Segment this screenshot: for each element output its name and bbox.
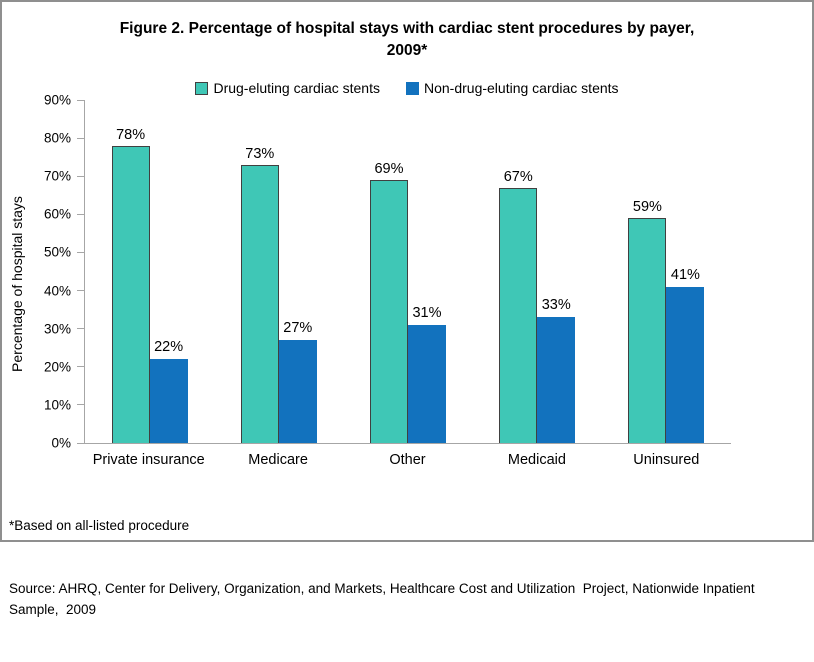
bar-value-label: 41% <box>670 266 700 283</box>
legend-swatch-blue <box>406 82 419 95</box>
y-tick-label: 70% <box>43 168 71 184</box>
bar-group-medicaid <box>473 100 602 443</box>
footnote-source: Source: AHRQ, Center for Delivery, Organization, and Markets, Healthcare Cost and Utilization Project, Nationwide Inpatient Sample, 2009 <box>9 581 759 617</box>
bar-value-label: 67% <box>503 168 533 185</box>
y-tick-label: 60% <box>43 206 71 222</box>
bar-value-label: 27% <box>283 320 313 337</box>
legend <box>2 80 812 96</box>
y-tick-label: 90% <box>43 92 71 108</box>
y-tick-mark <box>77 328 84 329</box>
bar-value-label: 69% <box>374 161 404 178</box>
x-label-uninsured: Uninsured <box>633 452 700 468</box>
bar-drug-eluting <box>241 145 279 443</box>
y-tick-mark <box>77 100 84 101</box>
y-tick-mark <box>77 138 84 139</box>
chart-area <box>2 92 812 468</box>
chart-title-line2: 2009* <box>386 42 428 59</box>
bar-non-drug-eluting <box>150 339 188 443</box>
bar-non-drug-eluting <box>537 297 575 443</box>
y-tick-mark <box>77 404 84 405</box>
bar-drug-eluting <box>370 161 408 443</box>
x-label-other: Other <box>389 452 426 468</box>
legend-swatch-teal <box>195 82 208 95</box>
y-tick-label: 40% <box>43 283 71 299</box>
bar-value-label: 59% <box>632 199 662 216</box>
y-tick-label: 80% <box>43 130 71 146</box>
bar-drug-eluting <box>628 199 666 443</box>
y-tick-label: 50% <box>43 244 71 260</box>
legend-label: Drug-eluting cardiac stents <box>213 80 380 96</box>
plot-area <box>84 100 731 444</box>
x-label-private-insurance: Private insurance <box>92 452 205 468</box>
bar-group-medicare <box>214 100 343 443</box>
bar-value-label: 31% <box>412 304 442 321</box>
footnote-asterisk: *Based on all-listed procedure <box>9 518 190 533</box>
bar-group-private-insurance <box>85 100 214 443</box>
legend-item-drug-eluting <box>195 80 380 96</box>
bar-non-drug-eluting <box>279 320 317 443</box>
y-axis <box>32 92 84 451</box>
y-tick-label: 20% <box>43 359 71 375</box>
y-tick-label: 30% <box>43 321 71 337</box>
y-axis-title: Percentage of hospital stays <box>9 196 25 372</box>
y-tick-label: 0% <box>51 435 71 451</box>
chart-title-line1: Figure 2. Percentage of hospital stays with cardiac stent procedures by payer, <box>119 20 695 37</box>
bar-value-label: 78% <box>116 126 146 143</box>
bar-group-uninsured <box>602 100 731 443</box>
y-tick-mark <box>77 214 84 215</box>
y-tick-label: 10% <box>43 397 71 413</box>
chart-title <box>2 18 812 62</box>
y-tick-mark <box>77 252 84 253</box>
x-axis-labels <box>84 444 731 468</box>
bar-value-label: 33% <box>541 297 571 314</box>
y-tick-mark <box>77 443 84 444</box>
bar-group-other <box>343 100 472 443</box>
legend-label: Non-drug-eluting cardiac stents <box>423 80 619 96</box>
y-tick-mark <box>77 176 84 177</box>
x-label-medicaid: Medicaid <box>507 452 566 468</box>
bar-value-label: 22% <box>154 339 184 356</box>
bar-value-label: 73% <box>245 145 275 162</box>
y-tick-mark <box>77 290 84 291</box>
bar-drug-eluting <box>499 168 537 443</box>
x-label-medicare: Medicare <box>248 452 308 468</box>
bar-drug-eluting <box>112 126 150 443</box>
footnotes <box>9 473 805 662</box>
y-tick-mark <box>77 366 84 367</box>
legend-item-non-drug-eluting <box>406 80 619 96</box>
bar-non-drug-eluting <box>666 266 704 443</box>
bar-non-drug-eluting <box>408 304 446 443</box>
